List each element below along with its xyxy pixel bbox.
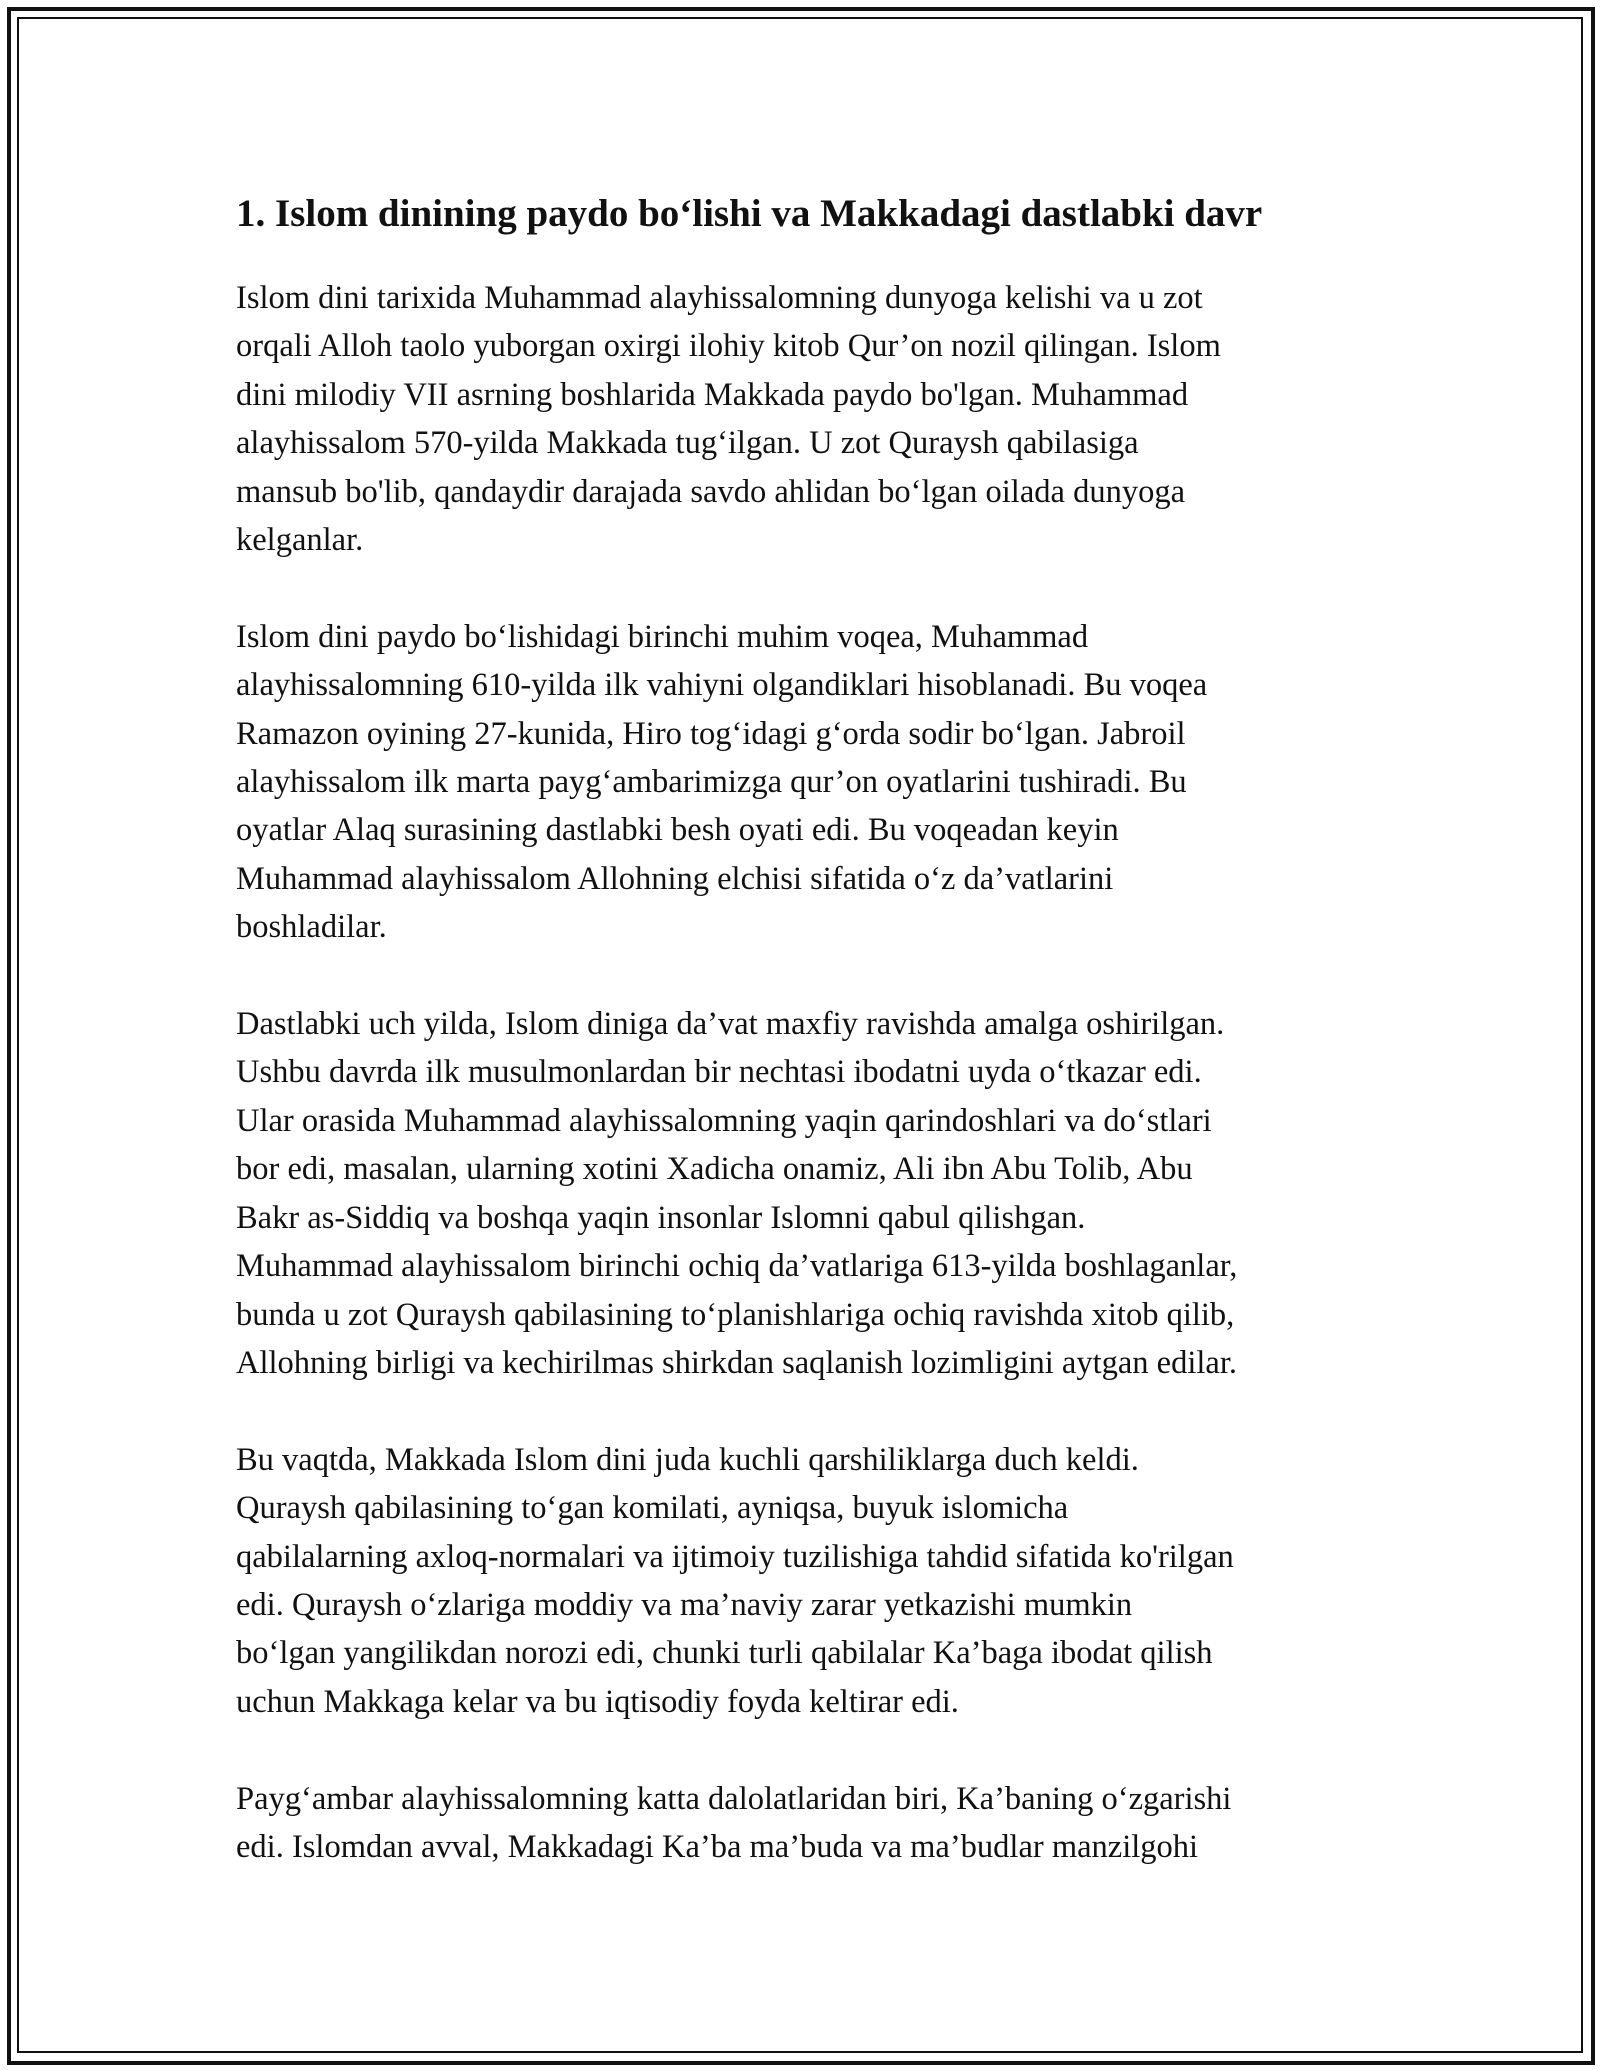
- paragraph-line: bo‘lgan yangilikdan norozi edi, chunki turli qabilalar Ka’baga ibodat qilish: [236, 1635, 1213, 1672]
- document-body: [236, 186, 1386, 1920]
- paragraph-line: Payg‘ambar alayhissalomning katta dalolatlaridan biri, Ka’baning o‘zgarishi: [236, 1780, 1232, 1817]
- paragraph-line: Bakr as-Siddiq va boshqa yaqin insonlar Islomni qabul qilishgan.: [236, 1199, 1086, 1236]
- paragraph-line: Muhammad alayhissalom birinchi ochiq da’vatlariga 613-yilda boshlaganlar,: [236, 1248, 1238, 1285]
- paragraph-line: bor edi, masalan, ularning xotini Xadicha onamiz, Ali ibn Abu Tolib, Abu: [236, 1151, 1193, 1188]
- paragraph-line: alayhissalomning 610-yilda ilk vahiyni olgandiklari hisoblanadi. Bu voqea: [236, 667, 1208, 704]
- paragraph-line: Islom dini paydo bo‘lishidagi birinchi muhim voqea, Muhammad: [236, 618, 1089, 655]
- paragraph-line: boshladilar.: [236, 909, 387, 946]
- paragraph-line: Islom dini tarixida Muhammad alayhissalomning dunyoga kelishi va u zot: [236, 280, 1203, 316]
- paragraph-line: Ular orasida Muhammad alayhissalomning yaqin qarindoshlari va do‘stlari: [236, 1102, 1212, 1139]
- paragraph: [236, 1436, 1386, 1726]
- paragraph-line: Dastlabki uch yilda, Islom diniga da’vat maxfiy ravishda amalga oshirilgan.: [236, 1006, 1225, 1043]
- paragraph: [236, 1000, 1386, 1387]
- paragraph-line: dini milodiy VII asrning boshlarida Makkada paydo bo'lgan. Muhammad: [236, 376, 1189, 413]
- paragraph-line: alayhissalom 570-yilda Makkada tug‘ilgan. U zot Quraysh qabilasiga: [236, 425, 1139, 462]
- paragraph-line: qabilalarning axloq-normalari va ijtimoiy tuzilishiga tahdid sifatida ko'rilgan: [236, 1538, 1234, 1575]
- paragraph: [236, 1775, 1386, 1872]
- paragraph-line: edi. Islomdan avval, Makkadagi Ka’ba ma’buda va ma’budlar manzilgohi: [236, 1828, 1199, 1865]
- paragraph-line: orqali Alloh taolo yuborgan oxirgi ilohiy kitob Qur’on nozil qilingan. Islom: [236, 328, 1221, 365]
- paragraph-line: uchun Makkaga kelar va bu iqtisodiy foyda keltirar edi.: [236, 1683, 959, 1720]
- paragraph-line: Ramazon oyining 27-kunida, Hiro tog‘idagi g‘orda sodir bo‘lgan. Jabroil: [236, 715, 1186, 752]
- paragraph-line: alayhissalom ilk marta payg‘ambarimizga qur’on oyatlarini tushiradi. Bu: [236, 764, 1187, 801]
- paragraph-line: Allohning birligi va kechirilmas shirkdan saqlanish lozimligini aytgan edilar.: [236, 1344, 1237, 1381]
- paragraph-line: mansub bo'lib, qandaydir darajada savdo ahlidan bo‘lgan oilada dunyoga: [236, 473, 1185, 510]
- paragraph-line: Quraysh qabilasining to‘gan komilati, ayniqsa, buyuk islomicha: [236, 1490, 1069, 1527]
- paragraph-line: kelganlar.: [236, 522, 364, 559]
- paragraph-line: oyatlar Alaq surasining dastlabki besh oyati edi. Bu voqeadan keyin: [236, 812, 1119, 849]
- paragraph: [236, 274, 1386, 564]
- paragraph-list: [236, 274, 1386, 1871]
- paragraph-line: Bu vaqtda, Makkada Islom dini juda kuchli qarshiliklarga duch keldi.: [236, 1441, 1139, 1478]
- paragraph-line: bunda u zot Quraysh qabilasining to‘planishlariga ochiq ravishda xitob qilib,: [236, 1296, 1235, 1333]
- paragraph-line: Muhammad alayhissalom Allohning elchisi sifatida o‘z da’vatlarini: [236, 860, 1114, 897]
- paragraph-line: edi. Quraysh o‘zlariga moddiy va ma’naviy zarar yetkazishi mumkin: [236, 1586, 1133, 1623]
- paragraph-line: Ushbu davrda ilk musulmonlardan bir nechtasi ibodatni uyda o‘tkazar edi.: [236, 1054, 1202, 1091]
- paragraph: [236, 613, 1386, 952]
- document-heading: 1. Islom dinining paydo bo‘lishi va Makkadagi dastlabki davr: [236, 192, 1263, 235]
